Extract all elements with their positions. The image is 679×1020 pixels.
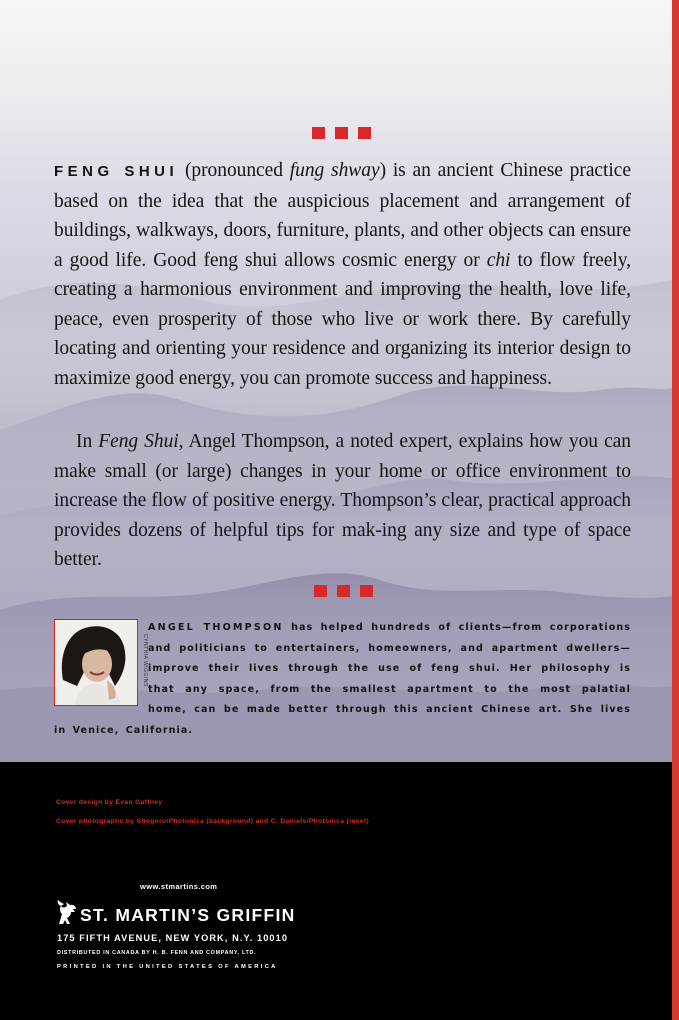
red-edge-stripe [672, 0, 679, 1020]
author-bio: ANGEL THOMPSON has helped hundreds of clients—from corporations and politicians to entertainers, homeowners, and apartment dwellers—improve their lives through the use of feng shui. Her philosophy is that any space, from the smallest apartment to the most palatial home, can be made better through this ancient Chinese art. She lives in Venice, California. [54, 622, 631, 736]
publisher-url[interactable]: www.stmartins.com [140, 882, 218, 891]
author-name: ANGEL THOMPSON [148, 622, 284, 633]
ornament-squares-bottom [314, 585, 373, 597]
author-photo [54, 619, 138, 706]
printed-in: PRINTED IN THE UNITED STATES OF AMERICA [57, 964, 278, 970]
cover-design-credit: Cover design by Evan Gaffney [56, 799, 163, 806]
publisher-address: 175 FIFTH AVENUE, NEW YORK, N.Y. 10010 [57, 933, 289, 943]
description-paragraph-2: In Feng Shui, Angel Thompson, a noted expert, explains how you can make small (or large) changes in your home or office environment to increase the flow of positive energy. Thompson’s clear, practical approach provides dozens of helpful tips for mak-ing any size and type of space better. [54, 431, 631, 570]
ornament-squares-top [312, 127, 371, 139]
canada-distribution: DISTRIBUTED IN CANADA BY H. B. FENN AND COMPANY, LTD. [57, 950, 257, 956]
description-paragraph-1: FENG SHUI (pronounced fung shway) is an ancient Chinese practice based on the idea that the auspicious placement and arrangement of buildings, walkways, doors, furniture, plants, and other objects can ensure a good life. Good feng shui allows cosmic energy or chi to flow freely, creating a harmonious environment and improving the health, love life, peace, even prosperity of those who live or work there. By carefully locating and orienting your residence and organizing its interior design to maximize good energy, you can promote success and happiness. [54, 160, 631, 389]
lead-term: FENG SHUI [54, 163, 179, 180]
griffin-icon [56, 900, 80, 926]
publisher-name: ST. MARTIN’S GRIFFIN [80, 905, 296, 925]
photo-credit: CYNTHIA WIGGINS [142, 633, 148, 687]
cover-photo-credit: Cover photographs by Shogoro/Photonica (background) and C. Daniels/Photonica (inset) [56, 818, 370, 825]
